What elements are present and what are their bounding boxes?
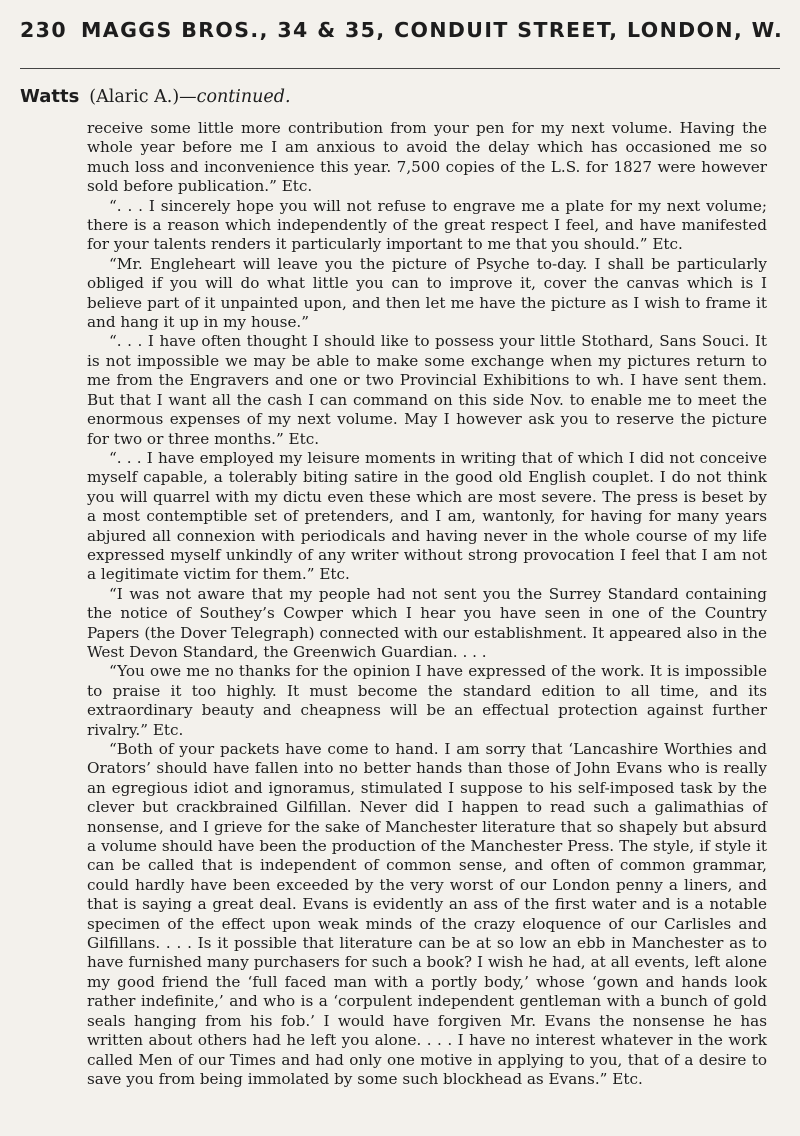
running-head bbox=[20, 18, 784, 42]
paragraph-4: “. . . I have often thought I should like to possess your little Stothard, Sans Souci. It is not impossible we may be able to make some exchange when my pictures return to me from the Engravers and one or two Provincial Exhibitions to wh. I have sent them. But that I want all the cash I can command on this side Nov. to enable me to meet the enormous expenses of my next volume. May I however ask you to reserve the picture for two or three months.” Etc. bbox=[87, 332, 767, 448]
author-key: Watts bbox=[20, 86, 80, 107]
paragraph-2: “. . . I sincerely hope you will not refuse to engrave me a plate for my next volume; there is a reason which independently of the great respect I feel, and have manifested for your talents renders it particularly important to me that you should.” Etc. bbox=[87, 196, 767, 254]
entry-heading bbox=[20, 86, 291, 107]
paragraph-3: “Mr. Engleheart will leave you the picture of Psyche to-day. I shall be particularly obliged if you will do what little you can to improve it, cover the canvas which is I believe part of it unpainted upon, and then let me have the picture as I wish to frame it and hang it up in my house.” bbox=[87, 254, 767, 332]
continued-label: continued. bbox=[196, 87, 291, 107]
author-name: (Alaric A.)— bbox=[89, 87, 197, 107]
publisher-header: MAGGS BROS., 34 & 35, CONDUIT STREET, LONDON, W. bbox=[81, 18, 784, 42]
header-rule bbox=[20, 68, 780, 69]
paragraph-6: “I was not aware that my people had not sent you the Surrey Standard containing the notice of Southey’s Cowper which I hear you have seen in one of the Country Papers (the Dover Telegraph) connected with our establishment. It appeared also in the West Devon Standard, the Greenwich Guardian. . . . bbox=[87, 584, 767, 661]
paragraph-7: “You owe me no thanks for the opinion I have expressed of the work. It is impossible to praise it too highly. It must become the standard edition to all time, and its extraordinary beauty and cheapness will be an effectual protection against further rivalry.” Etc. bbox=[87, 662, 767, 739]
entry-body bbox=[87, 119, 767, 1089]
paragraph-8: “Both of your packets have come to hand. I am sorry that ‘Lancashire Worthies and Orators’ should have fallen into no better hands than those of John Evans who is really an egregious idiot and ignoramus, stimulated I suppose to his self-imposed task by the clever but crackbrained Gilfillan. Never did I happen to read such a galimathias of nonsense, and I grieve for the sake of Manchester literature that so shapely but absurd a volume should have been the production of the Manchester Press. The style, if style it can be called that is independent of common sense, and often of common grammar, could hardly have been exceeded by the very worst of our London penny a liners, and that is saying a great deal. Evans is evidently an ass of the first water and is a notable specimen of the effect upon weak minds of the crazy eloquence of our Carlisles and Gilfillans. . . . Is it possible that literature can be at so low an ebb in Manchester as to have furnished many purchasers for such a book? I wish he had, at all events, left alone my good friend the ‘full faced man with a portly body,’ whose ‘gown and hands look rather indefinite,’ and who is a ‘corpulent independent gentleman with a bunch of gold seals hanging from his fob.’ I would have forgiven Mr. Evans the nonsense he has written about others had he left you alone. . . . I have no interest whatever in the work called Men of our Times and had only one motive in applying to you, that of a desire to save you from being immolated by some such blockhead as Evans.” Etc. bbox=[87, 740, 767, 1088]
page-number: 230 bbox=[20, 18, 67, 42]
paragraph-5: “. . . I have employed my leisure moments in writing that of which I did not conceive myself capable, a tolerably biting satire in the good old English couplet. I do not think you will quarrel with my dictu even these which are most severe. The press is beset by a most contemptible set of pretenders, and I am, wantonly, for having for many years abjured all connexion with periodicals and having never in the whole course of my life expressed myself unkindly of any writer without strong provocation I feel that I am not a legitimate victim for them.” Etc. bbox=[87, 448, 767, 584]
paragraph-1: receive some little more contribution from your pen for my next volume. Having the whole year before me I am anxious to avoid the delay which has occasioned me so much loss and inconvenience this year. 7,500 copies of the L.S. for 1827 were however sold before publication.” Etc. bbox=[87, 119, 767, 196]
